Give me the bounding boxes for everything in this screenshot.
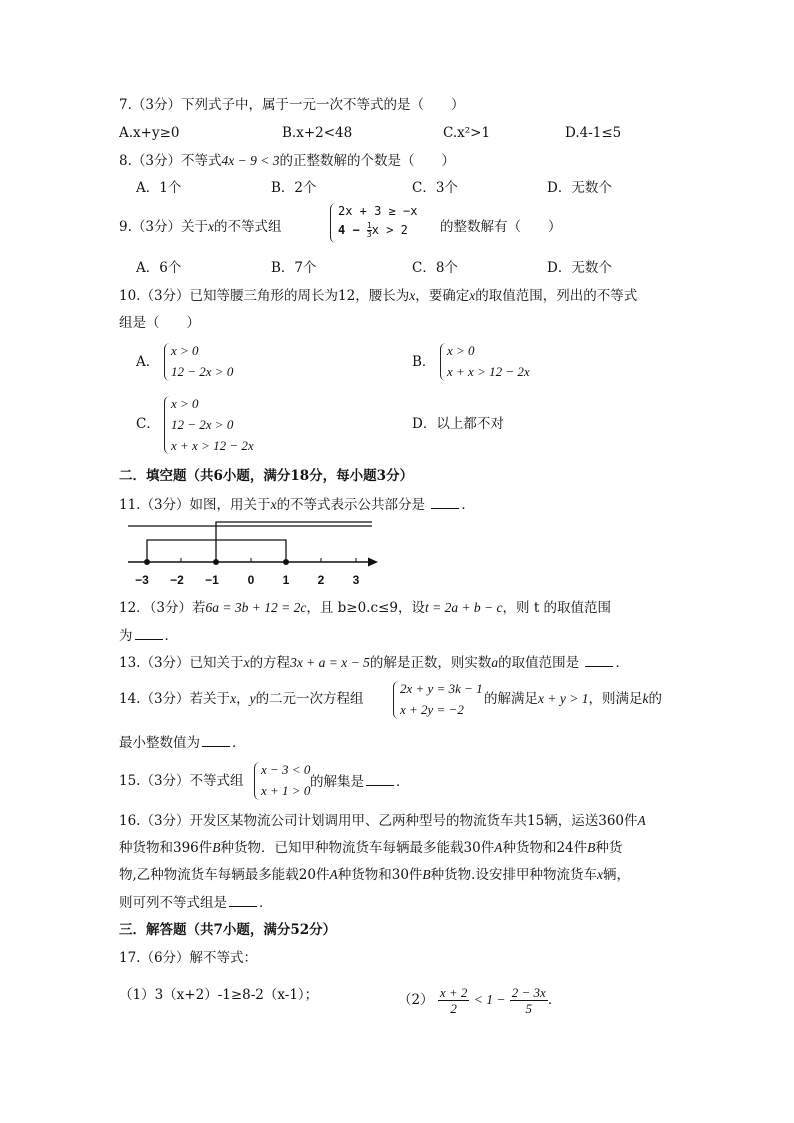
q17-frac2-num: 2 − 3x (511, 985, 546, 1000)
q11-point-minus1 (213, 559, 219, 565)
q14-sep: ， (236, 691, 250, 707)
q9-prefix: 9.（3分）关于 (119, 219, 208, 235)
q10-var2: x (469, 288, 476, 303)
q14-v1: x (230, 691, 237, 706)
q10-stem (119, 286, 637, 306)
q9-var: x (207, 219, 214, 234)
q11-point-minus3 (144, 559, 150, 565)
q11-tick-label: 3 (352, 573, 360, 587)
q15-answer-blank[interactable] (366, 771, 394, 786)
q13-stem (119, 652, 629, 673)
q16-line4 (119, 892, 273, 913)
q17-frac1-num: x + 2 (439, 985, 468, 1000)
q8-prefix: 8.（3分）不等式 (119, 153, 222, 169)
q11-tick-label: 0 (247, 573, 255, 587)
q10-c-line1: x > 0 (171, 396, 199, 411)
q16-line3 (119, 865, 630, 885)
q16-vB3: B (422, 867, 431, 882)
q8-option-c: C．3个 (412, 180, 458, 196)
q13-b: 的方程 (249, 655, 291, 671)
q15-line2: x + 1 > 0 (261, 783, 311, 798)
q11-ray-from-minus1 (216, 522, 372, 562)
q14-stem-left (119, 689, 364, 709)
q12-c: ，则 t 的取值范围 (502, 600, 612, 616)
q9-suffix: 的整数解有（ ） (440, 219, 562, 235)
q11-tick-label: 1 (282, 573, 290, 587)
q12-answer-blank[interactable] (135, 625, 163, 640)
q14-cond: x + y > 1 (538, 691, 589, 706)
q10-option-b-label: B． (412, 354, 436, 370)
q14-d: ，则满足 (588, 691, 643, 707)
q14-answer-blank[interactable] (202, 732, 230, 747)
q16-vx: x (596, 867, 603, 882)
q17-frac1 (438, 985, 470, 1016)
q13-end: ． (615, 655, 629, 671)
q11-tick-label: −2 (170, 573, 184, 587)
q9-stem (119, 217, 281, 237)
q15-system-brace (254, 762, 260, 800)
q17-frac2 (510, 985, 548, 1016)
q14-end: ． (232, 735, 246, 751)
q16-end: ． (259, 895, 273, 911)
q16-l2c: 种货物和24件 (502, 840, 588, 856)
q9-line2 (338, 222, 408, 239)
q9-mid: 的不等式组 (213, 219, 282, 235)
q11-stem-b: 的不等式表示公共部分是 (276, 497, 426, 513)
q11-axis-arrow (368, 558, 378, 567)
q16-answer-blank[interactable] (229, 892, 257, 907)
q11-stem-a: 11.（3分）如图，用关于 (119, 497, 271, 513)
q16-l1a: 16.（3分）开发区某物流公司计划调用甲、乙两种型号的物流货车共15辆，运送360件 (119, 813, 638, 829)
q9-option-c: C．8个 (412, 260, 458, 276)
q16-l3a: 物,乙种物流货车每辆最多能载20件 (119, 867, 330, 883)
q7-option-b: B.x+2<48 (282, 125, 353, 141)
q11-stem (119, 494, 475, 515)
q14-b: 的二元一次方程组 (255, 691, 364, 707)
q8-stem (119, 151, 455, 171)
q11-end: ． (461, 497, 475, 513)
q16-vA: A (637, 813, 646, 828)
q11-var: x (270, 497, 277, 512)
q11-tick-label: −1 (205, 573, 219, 587)
q7-option-c: C.x²>1 (443, 125, 491, 141)
q14-v3: k (642, 691, 649, 706)
q9-option-b: B．7个 (271, 260, 317, 276)
q10-var1: x (409, 288, 416, 303)
q15-stem-right (310, 771, 410, 792)
q14-line2 (119, 732, 246, 753)
q17-part2 (398, 985, 561, 1016)
q15-stem-left: 15.（3分）不等式组 (119, 773, 244, 789)
q12-a: 12．（3分）若 (119, 600, 206, 616)
q11-number-line-figure (120, 518, 390, 590)
q16-l3d: 辆， (602, 867, 630, 883)
q7-option-d: D.4-1≤5 (565, 125, 622, 141)
q16-l2b: 种货物．已知甲种物流货车每辆最多能载30件 (220, 840, 495, 856)
q12-line2-text: 为 (119, 628, 133, 644)
q17-frac2-den: 5 (525, 1001, 533, 1016)
q7-stem: 7.（3分）下列式子中，属于一元一次不等式的是（ ） (119, 97, 465, 113)
q9-option-d: D．无数个 (547, 260, 612, 276)
q12-expr2: t = 2a + b − c (424, 600, 503, 615)
q9-line2-b: x > 2 (371, 223, 408, 237)
q10-stem-b: ，要确定 (415, 288, 470, 304)
q16-l2d: 种货 (595, 840, 623, 856)
q16-l3c: 种货物.设安排甲种物流货车 (430, 867, 597, 883)
q11-answer-blank[interactable] (431, 494, 459, 509)
q16-line2 (119, 838, 622, 858)
q8-option-b: B．2个 (271, 180, 317, 196)
q14-eq2: x + 2y = −2 (400, 702, 464, 717)
q13-expr: 3x + a = x − 5 (290, 655, 370, 670)
q16-l3b: 种货物和30件 (337, 867, 423, 883)
q10-a-line1: x > 0 (171, 343, 199, 358)
q8-option-d: D．无数个 (547, 180, 612, 196)
q14-c: 的解满足 (484, 691, 538, 707)
q13-c: 的解是正数，则实数 (369, 655, 492, 671)
q10-a-brace (164, 343, 170, 381)
q11-tick-label: 2 (317, 573, 325, 587)
q16-l2a: 种货物和396件 (119, 840, 213, 856)
q16-line1 (119, 811, 646, 831)
q7-option-a: A.x+y≥0 (119, 125, 180, 141)
q10-option-a-label: A． (136, 354, 160, 370)
q16-vA2: A (494, 840, 503, 855)
q14-a: 14.（3分）若关于 (119, 691, 231, 707)
q10-stem-line2: 组是（ ） (119, 315, 200, 331)
q13-var: x (243, 655, 250, 670)
q12-expr1: 6a = 3b + 12 = 2c (205, 600, 307, 615)
q10-a-line2: 12 − 2x > 0 (171, 364, 234, 379)
q13-d: 的取值范围是 (498, 655, 580, 671)
section-3-heading: 三．解答题（共7小题，满分52分） (119, 922, 337, 938)
q8-expr: 4x − 9 < 3 (221, 153, 280, 168)
q10-b-brace (440, 343, 446, 381)
q9-frac-num: 1 (366, 221, 372, 230)
q10-b-line1: x > 0 (447, 343, 475, 358)
q16-vB: B (212, 840, 221, 855)
q17-p2-end: ． (547, 992, 562, 1008)
q13-a: 13.（3分）已知关于 (119, 655, 244, 671)
q13-var2: a (491, 655, 499, 670)
q15-b: 的解集是 (310, 774, 364, 790)
q16-vB2: B (587, 840, 596, 855)
q8-option-a: A．1个 (136, 180, 182, 196)
q9-line1: 2x + 3 ≥ −x (338, 204, 418, 218)
q10-c-line2: 12 − 2x > 0 (171, 417, 234, 432)
q10-option-d: D．以上都不对 (412, 416, 504, 432)
q9-system-brace (330, 203, 337, 243)
q14-stem-right (484, 689, 662, 709)
q16-vA3: A (329, 867, 338, 882)
q8-suffix: 的正整数解的个数是（ ） (279, 153, 455, 169)
q12-line2 (119, 625, 178, 646)
q16-l4: 则可列不等式组是 (119, 895, 227, 911)
q15-end: ． (396, 774, 410, 790)
q10-b-line2: x + x > 12 − 2x (447, 364, 530, 379)
q14-eq1: 2x + y = 3k − 1 (400, 681, 483, 696)
q13-answer-blank[interactable] (585, 652, 613, 667)
section-2-heading: 二．填空题（共6小题，满分18分，每小题3分） (119, 468, 414, 484)
q17-part1: （1）3（x+2）-1≥8-2（x-1）； (119, 987, 319, 1003)
q12-stem (119, 598, 611, 618)
q12-b: ，且 b≥0.c≤9，设 (306, 600, 425, 616)
q10-c-brace (164, 396, 170, 454)
q9-option-a: A．6个 (136, 260, 182, 276)
q14-e: 的 (648, 691, 662, 707)
q17-frac1-den: 2 (450, 1001, 457, 1016)
q14-line2-text: 最小整数值为 (119, 735, 200, 751)
q10-stem-a: 10.（3分）已知等腰三角形的周长为12，腰长为 (119, 288, 410, 304)
q10-stem-c: 的取值范围，列出的不等式 (475, 288, 638, 304)
q10-c-line3: x + x > 12 − 2x (171, 438, 254, 453)
q9-line2-a: 4 − (338, 223, 360, 237)
q14-system-brace (393, 681, 399, 719)
q9-frac-den: 3 (366, 230, 372, 239)
q12-end: ． (164, 628, 178, 644)
q15-line1: x − 3 < 0 (261, 762, 311, 777)
q11-tick-label: −3 (135, 573, 149, 587)
q14-v2: y (249, 691, 256, 706)
q17-p2-mid: < 1 − (473, 992, 506, 1007)
q11-point-1 (283, 559, 289, 565)
q17-p2-label: （2） (398, 992, 434, 1008)
q10-option-c-label: C． (136, 416, 160, 432)
q17-stem: 17.（6分）解不等式： (119, 950, 258, 966)
